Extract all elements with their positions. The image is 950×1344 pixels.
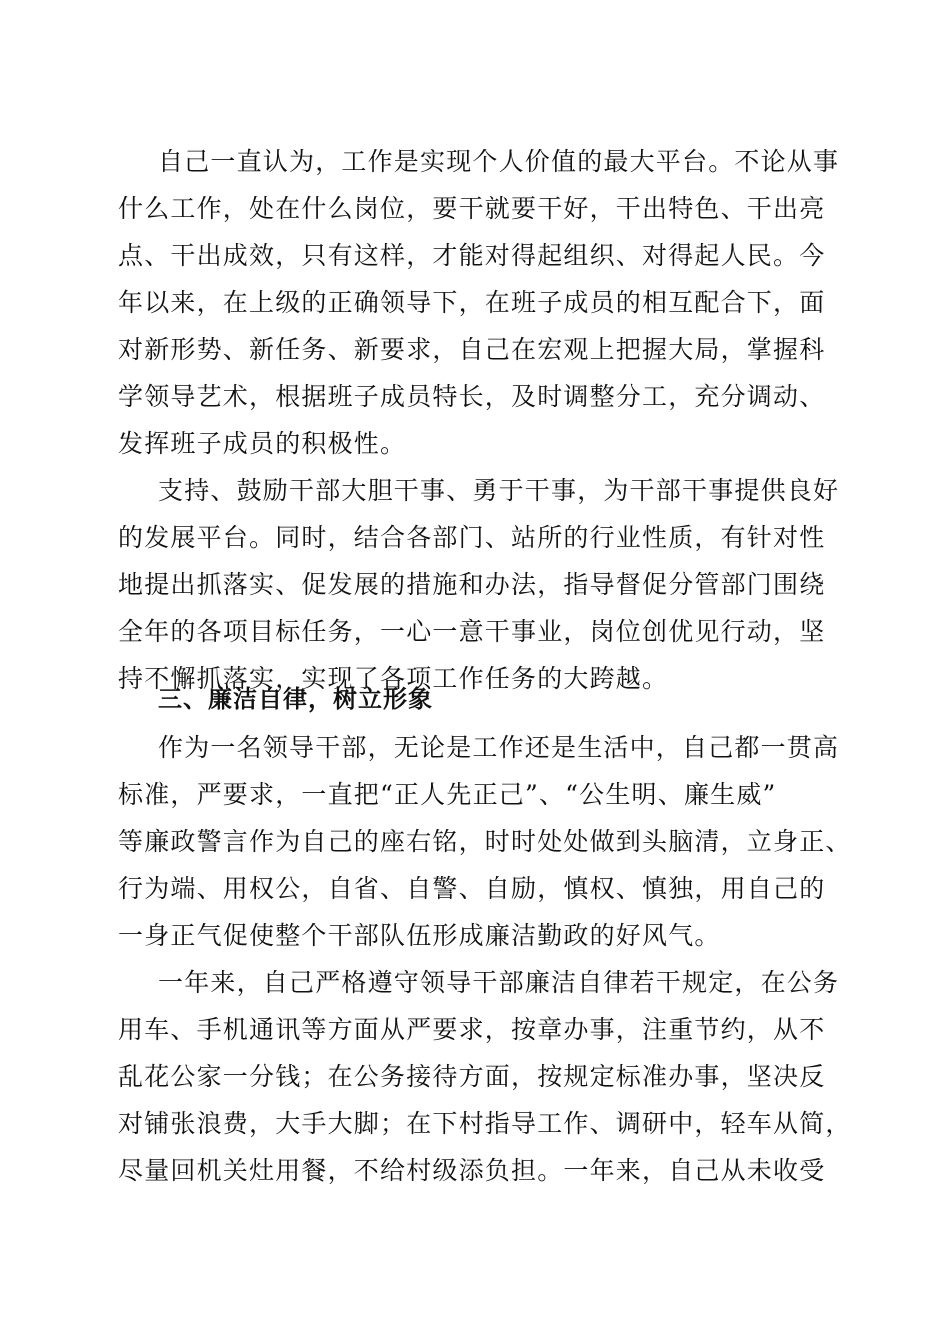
paragraph-2-line-2: 的发展平台。同时，结合各部门、站所的行业性质，有针对性 [118, 523, 826, 552]
paragraph-3-line-3: 等廉政警言作为自己的座右铭，时时处处做到头脑清，立身正、 [118, 827, 852, 856]
paragraph-3-line-5: 一身正气促使整个干部队伍形成廉洁勤政的好风气。 [118, 921, 721, 950]
paragraph-1-line-4: 年以来，在上级的正确领导下，在班子成员的相互配合下，面 [118, 288, 826, 317]
section-heading: 三、廉洁自律，树立形象 [158, 685, 433, 713]
paragraph-1-line-5: 对新形势、新任务、新要求，自己在宏观上把握大局，掌握科 [118, 335, 826, 364]
paragraph-1-line-7: 发挥班子成员的积极性。 [118, 429, 407, 458]
paragraph-4-line-1: 一年来，自己严格遵守领导干部廉洁自律若干规定，在公务 [158, 968, 840, 997]
paragraph-1-line-2: 什么工作，处在什么岗位，要干就要干好，干出特色、干出亮 [118, 194, 826, 223]
paragraph-2-line-1: 支持、鼓励干部大胆干事、勇于干事，为干部干事提供良好 [158, 476, 840, 505]
paragraph-1-line-1: 自己一直认为，工作是实现个人价值的最大平台。不论从事 [158, 147, 840, 176]
paragraph-4-line-4: 对铺张浪费，大手大脚；在下村指导工作、调研中，轻车从简， [118, 1109, 852, 1138]
paragraph-3-line-1: 作为一名领导干部，无论是工作还是生活中，自己都一贯高 [158, 733, 840, 762]
paragraph-4-line-2: 用车、手机通讯等方面从严要求，按章办事，注重节约，从不 [118, 1015, 826, 1044]
paragraph-4-line-5: 尽量回机关灶用餐，不给村级添负担。一年来，自己从未收受 [118, 1156, 826, 1185]
paragraph-3-line-4: 行为端、用权公，自省、自警、自励，慎权、慎独，用自己的 [118, 874, 826, 903]
paragraph-1-line-6: 学领导艺术，根据班子成员特长，及时调整分工，充分调动、 [118, 382, 826, 411]
paragraph-1-line-3: 点、干出成效，只有这样，才能对得起组织、对得起人民。今 [118, 241, 826, 270]
paragraph-3-line-2: 标准，严要求，一直把“正人先正己”、“公生明、廉生威” [118, 780, 777, 809]
paragraph-2-line-4: 全年的各项目标任务，一心一意干事业，岗位创优见行动，坚 [118, 617, 826, 646]
paragraph-2-line-5: 持不懈抓落实，实现了各项工作任务的大跨越。 [118, 664, 669, 693]
paragraph-4-line-3: 乱花公家一分钱；在公务接待方面，按规定标准办事，坚决反 [118, 1062, 826, 1091]
paragraph-2-line-3: 地提出抓落实、促发展的措施和办法，指导督促分管部门围绕 [118, 570, 826, 599]
